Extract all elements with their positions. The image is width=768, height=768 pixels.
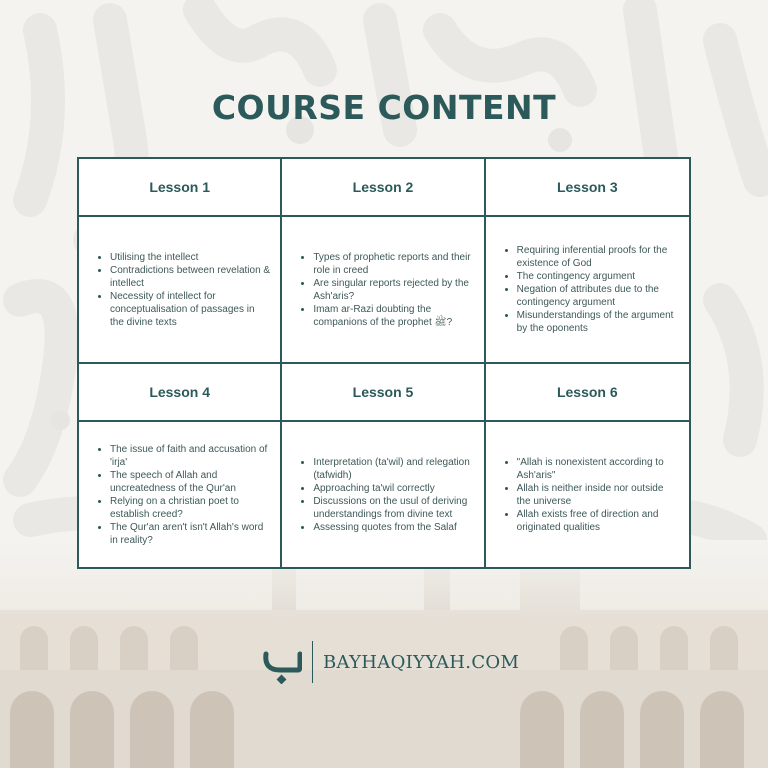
course-content-table [77, 157, 691, 569]
lesson-3-topics [486, 217, 689, 364]
topic-item: • Allah is neither inside nor outside the universe [517, 482, 679, 508]
topic-item: • Misunderstandings of the argument by the oponents [517, 309, 679, 335]
topic-list [91, 443, 270, 547]
lesson-1-heading: Lesson 1 [79, 159, 282, 217]
topic-item: • Relying on a christian poet to establish creed? [110, 495, 270, 521]
topic-item: • Approaching ta'wil correctly [313, 482, 473, 495]
brand-footer [262, 632, 519, 692]
lesson-2-topics [282, 217, 485, 364]
topic-list [498, 456, 679, 534]
topic-item: • Allah exists free of direction and originated qualities [517, 508, 679, 534]
website-link[interactable]: BAYHAQIYYAH.COM [323, 651, 520, 673]
topic-item: • Necessity of intellect for conceptualisation of passages in the divine texts [110, 290, 270, 329]
topic-list [294, 456, 473, 534]
topic-list [91, 251, 270, 329]
lesson-5-topics [282, 422, 485, 567]
topic-item: • Imam ar-Razi doubting the companions of the prophet ﷺ? [313, 303, 473, 329]
topic-item: • Assessing quotes from the Salaf [313, 521, 473, 534]
topic-item: • Requiring inferential proofs for the existence of God [517, 244, 679, 270]
topic-item: • Negation of attributes due to the contingency argument [517, 283, 679, 309]
lesson-4-heading: Lesson 4 [79, 364, 282, 422]
lesson-6-topics [486, 422, 689, 567]
topic-item: • The contingency argument [517, 270, 679, 283]
lesson-2-heading: Lesson 2 [282, 159, 485, 217]
lesson-6-heading: Lesson 6 [486, 364, 689, 422]
topic-item: • Types of prophetic reports and their role in creed [313, 251, 473, 277]
topic-item: • Contradictions between revelation & intellect [110, 264, 270, 290]
topic-item: • "Allah is nonexistent according to Ash'aris" [517, 456, 679, 482]
topic-item: • Interpretation (ta'wil) and relegation (tafwidh) [313, 456, 473, 482]
lesson-5-heading: Lesson 5 [282, 364, 485, 422]
topic-list [294, 251, 473, 329]
topic-item: • Are singular reports rejected by the Ash'aris? [313, 277, 473, 303]
lesson-3-heading: Lesson 3 [486, 159, 689, 217]
topic-item: • The Qur'an aren't isn't Allah's word in reality? [110, 521, 270, 547]
topic-list [498, 244, 679, 335]
footer-divider [312, 641, 313, 683]
lesson-1-topics [79, 217, 282, 364]
topic-item: • The speech of Allah and uncreatedness of the Qur'an [110, 469, 270, 495]
page-title: COURSE CONTENT [211, 88, 557, 127]
ba-letter-logo-icon [262, 640, 302, 684]
topic-item: • Utilising the intellect [110, 251, 270, 264]
topic-item: • The issue of faith and accusation of 'irja' [110, 443, 270, 469]
lesson-4-topics [79, 422, 282, 567]
topic-item: • Discussions on the usul of deriving understandings from divine text [313, 495, 473, 521]
